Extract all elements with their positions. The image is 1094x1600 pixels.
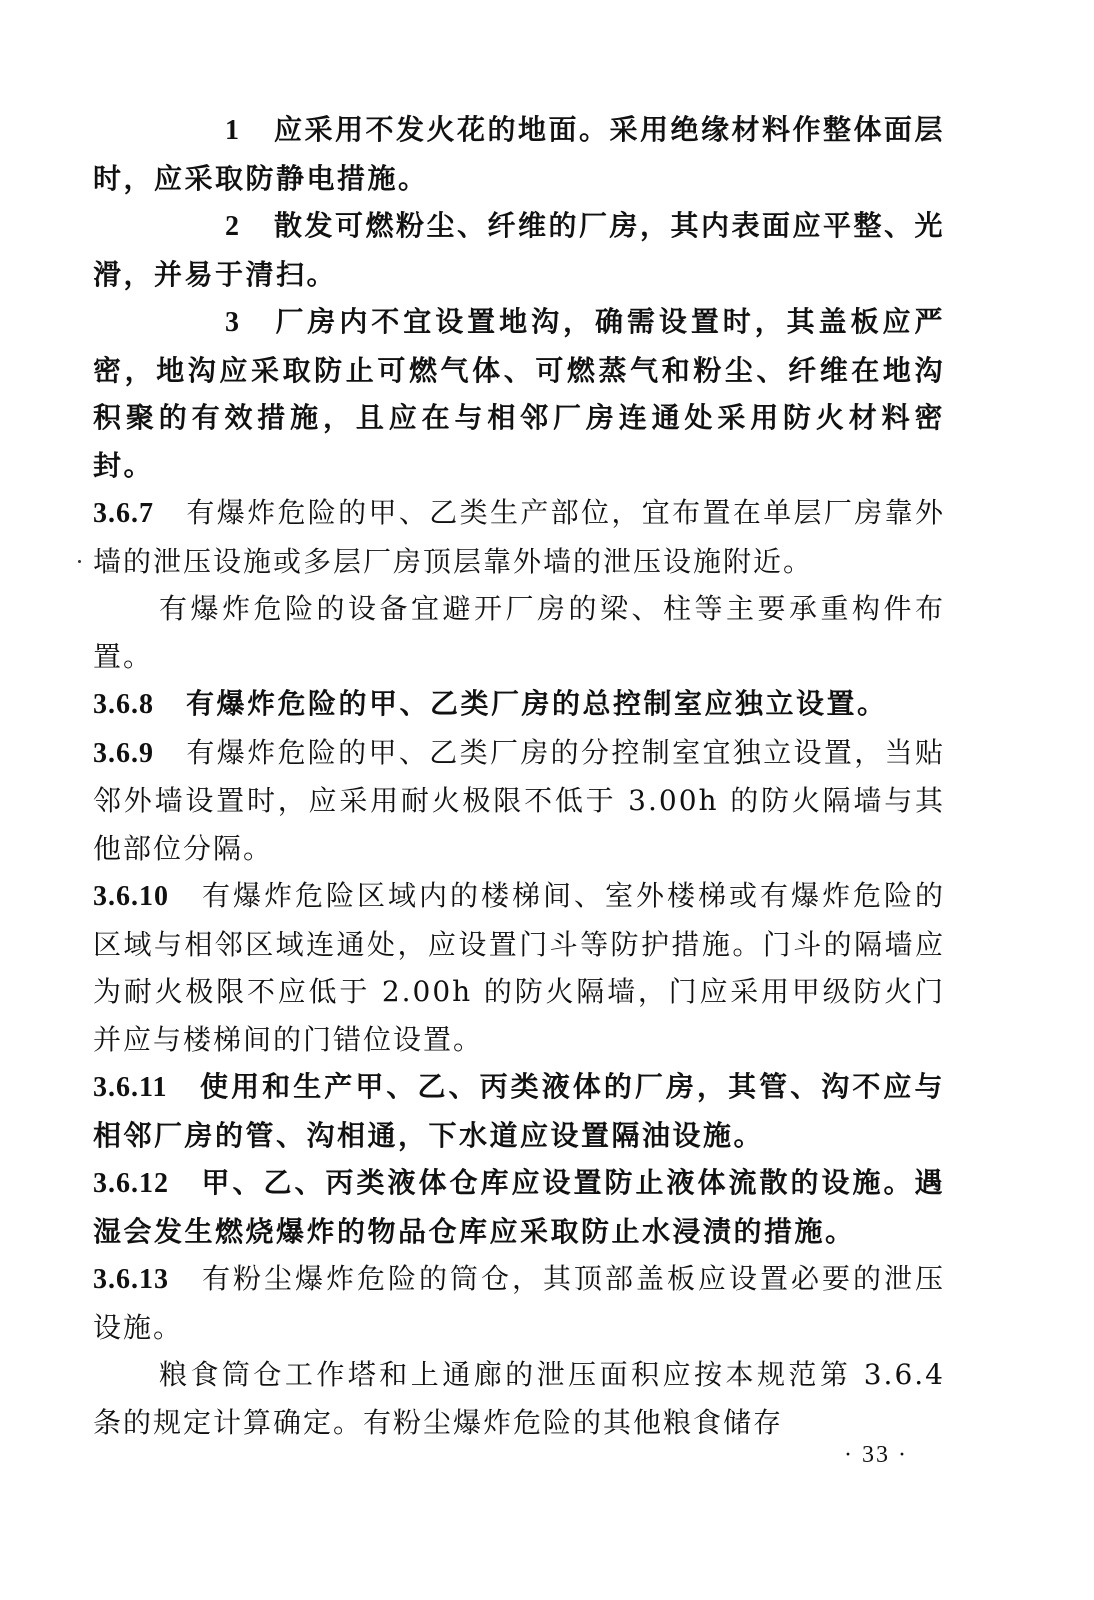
paragraph-text: 使用和生产甲、乙、丙类液体的厂房，其管、沟不应与相邻厂房的管、沟相通，下水道应设置隔油设施。 xyxy=(93,1070,945,1152)
paragraph xyxy=(93,1255,945,1351)
clause-number: 3.6.11 xyxy=(93,1072,168,1103)
page-number: · 33 · xyxy=(844,1442,908,1468)
paragraph-text: 厂房内不宜设置地沟，确需设置时，其盖板应严密，地沟应采取防止可燃气体、可燃蒸气和粉尘、纤维在地沟积聚的有效措施，且应在与相邻厂房连通处采用防火材料密封。 xyxy=(93,305,945,482)
paragraph-text: 甲、乙、丙类液体仓库应设置防止液体流散的设施。遇湿会发生燃烧爆炸的物品仓库应采取防止水浸渍的措施。 xyxy=(93,1166,945,1248)
paragraph xyxy=(93,1159,945,1255)
clause-number: 3.6.9 xyxy=(93,737,154,769)
margin-dot xyxy=(78,560,81,563)
paragraph xyxy=(93,872,945,1063)
clause-number: 3.6.8 xyxy=(93,689,154,720)
paragraph-text: 有爆炸危险的设备宜避开厂房的梁、柱等主要承重构件布置。 xyxy=(93,592,945,673)
clause-number: 3.6.13 xyxy=(93,1264,169,1295)
paragraph xyxy=(93,729,945,873)
paragraph-text: 粮食筒仓工作塔和上通廊的泄压面积应按本规范第 3.6.4 条的规定计算确定。有粉尘爆炸危险的其他粮食储存 xyxy=(93,1358,945,1439)
paragraph xyxy=(93,1063,945,1159)
paragraph-text: 应采用不发火花的地面。采用绝缘材料作整体面层时，应采取防静电措施。 xyxy=(93,113,946,195)
paragraph-text: 有爆炸危险的甲、乙类厂房的总控制室应独立设置。 xyxy=(186,687,888,720)
clause-number: 3.6.10 xyxy=(93,881,169,912)
paragraph xyxy=(93,202,945,298)
paragraph-text: 散发可燃粉尘、纤维的厂房，其内表面应平整、光滑，并易于清扫。 xyxy=(93,209,946,291)
paragraph xyxy=(93,1351,945,1446)
clause-number: 3.6.12 xyxy=(93,1168,169,1199)
paragraph xyxy=(93,489,945,585)
list-item-number: 2 xyxy=(225,211,240,242)
paragraph xyxy=(93,106,945,202)
paragraph xyxy=(93,585,945,680)
list-item-number: 1 xyxy=(225,115,240,146)
paragraph-text: 有爆炸危险的甲、乙类厂房的分控制室宜独立设置，当贴邻外墙设置时，应采用耐火极限不低于 3.00h 的防火隔墙与其他部位分隔。 xyxy=(93,735,945,865)
clause-number: 3.6.7 xyxy=(93,498,154,529)
paragraph-text: 有粉尘爆炸危险的筒仓，其顶部盖板应设置必要的泄压设施。 xyxy=(93,1262,945,1344)
paragraph xyxy=(93,680,945,729)
paragraph-text: 有爆炸危险的甲、乙类生产部位，宜布置在单层厂房靠外墙的泄压设施或多层厂房顶层靠外墙的泄压设施附近。 xyxy=(93,496,945,578)
paragraph-text: 有爆炸危险区域内的楼梯间、室外楼梯或有爆炸危险的区域与相邻区域连通处，应设置门斗等防护措施。门斗的隔墙应为耐火极限不应低于 2.00h 的防火隔墙，门应采用甲级防火门并应与楼梯间的门错位设置。 xyxy=(93,879,945,1056)
paragraph xyxy=(93,298,945,489)
list-item-number: 3 xyxy=(225,307,240,338)
document-body xyxy=(93,106,945,1446)
